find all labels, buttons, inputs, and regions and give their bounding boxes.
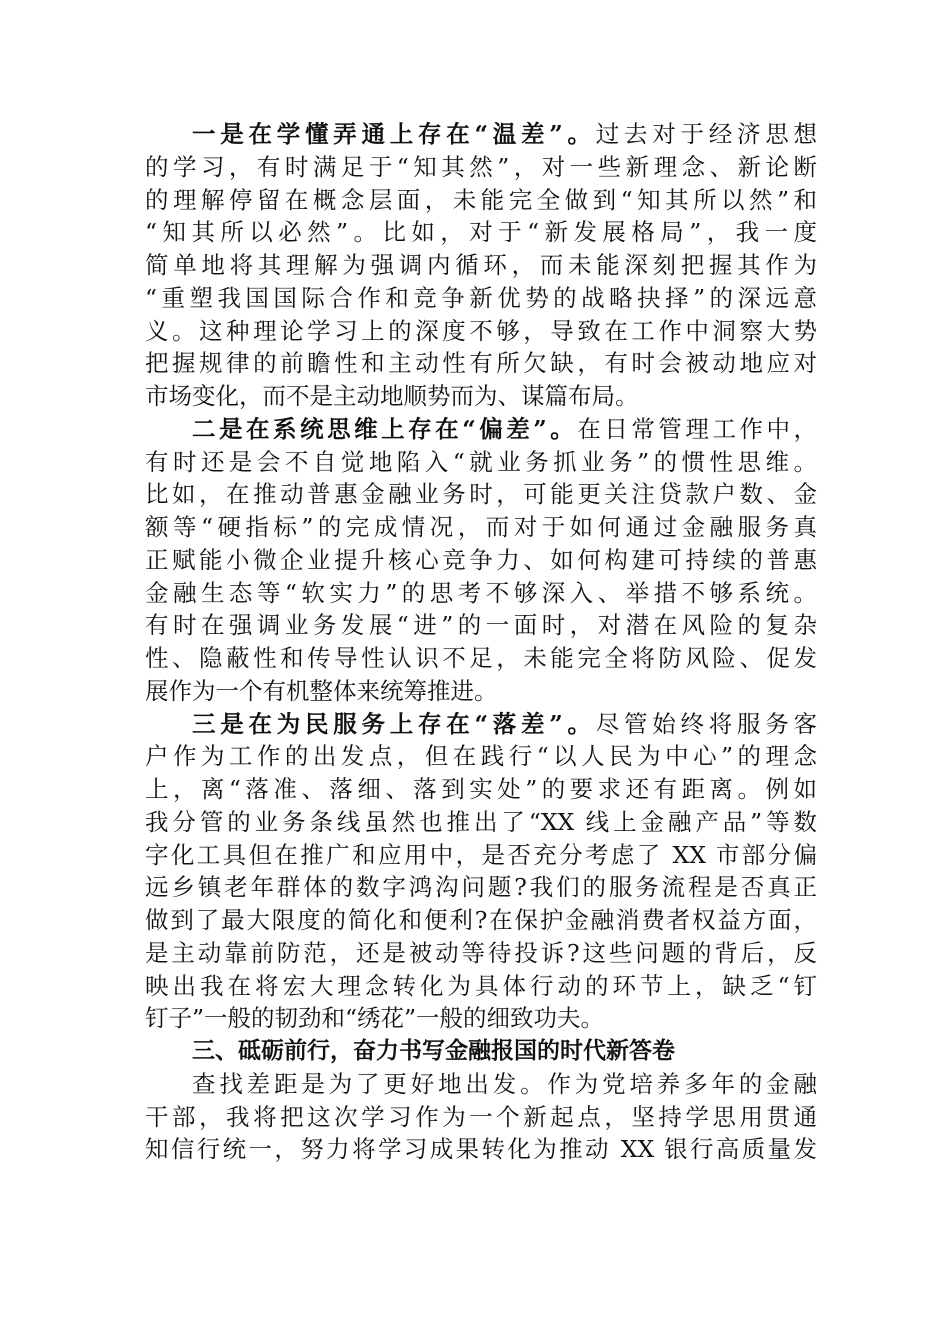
- paragraph-line: 做到了最大限度的简化和便利?在保护金融消费者权益方面，: [145, 906, 817, 934]
- paragraph-line: 比如，在推动普惠金融业务时，可能更关注贷款户数、金: [145, 480, 817, 509]
- paragraph: [145, 708, 817, 1036]
- paragraph: [145, 413, 817, 708]
- paragraph-first-line: [145, 708, 817, 741]
- paragraph-first-line: [145, 118, 817, 151]
- paragraph-lead-heading: 三是在为民服务上存在“落差”。: [192, 709, 596, 738]
- paragraph-line: 远乡镇老年群体的数字鸿沟问题?我们的服务流程是否真正: [145, 873, 817, 902]
- paragraph-line: 知信行统一，努力将学习成果转化为推动 XX 银行高质量发: [145, 1135, 817, 1164]
- paragraph-line: 金融生态等“软实力”的思考不够深入、举措不够系统。: [145, 578, 817, 607]
- paragraph-text: 在日常管理工作中，: [577, 414, 818, 443]
- paragraph-lead-heading: 二是在系统思维上存在“偏差”。: [192, 414, 578, 443]
- paragraph-line: 钉子”一般的韧劲和“绣花”一般的细致功夫。: [145, 1004, 605, 1033]
- paragraph-line: “重塑我国国际合作和竞争新优势的战略抉择”的深远意: [145, 283, 817, 312]
- paragraph-line: 干部，我将把这次学习作为一个新起点，坚持学思用贯通: [145, 1102, 817, 1131]
- paragraph-line: 的理解停留在概念层面，未能完全做到“知其所以然”和: [145, 185, 817, 214]
- paragraph-line: 查找差距是为了更好地出发。作为党培养多年的金融: [192, 1069, 817, 1098]
- paragraph-line: 义。这种理论学习上的深度不够，导致在工作中洞察大势: [145, 316, 817, 345]
- paragraph: [145, 118, 817, 413]
- paragraph-first-line: [145, 413, 817, 446]
- paragraph-line: 的学习，有时满足于“知其然”，对一些新理念、新论断: [145, 152, 817, 181]
- closing-paragraph: [145, 1068, 817, 1166]
- paragraph-line: 性、隐蔽性和传导性认识不足，未能完全将防风险、促发: [145, 644, 817, 672]
- paragraph-line: 有时还是会不自觉地陷入“就业务抓业务”的惯性思维。: [145, 447, 817, 476]
- paragraph-line: 展作为一个有机整体来统筹推进。: [145, 676, 498, 705]
- paragraph-line: 简单地将其理解为强调内循环，而未能深刻把握其作为: [145, 251, 817, 279]
- paragraph-line: 市场变化，而不是主动地顺势而为、谋篇布局。: [145, 382, 639, 410]
- paragraph-text: 过去对于经济思想: [595, 120, 818, 148]
- paragraph-text: 尽管始终将服务客: [595, 709, 818, 738]
- paragraph-line: 有时在强调业务发展“进”的一面时，对潜在风险的复杂: [145, 611, 817, 640]
- paragraph-line: 字化工具但在推广和应用中，是否充分考虑了 XX 市部分偏: [145, 840, 817, 869]
- paragraph-line: 是主动靠前防范，还是被动等待投诉?这些问题的背后，反: [145, 938, 817, 967]
- paragraph-line: 额等“硬指标”的完成情况，而对于如何通过金融服务真: [145, 513, 817, 541]
- section-heading: 三、砥砺前行，奋力书写金融报国的时代新答卷: [192, 1038, 675, 1064]
- paragraph-line: 上，离“落准、落细、落到实处”的要求还有距离。例如: [145, 775, 817, 803]
- paragraph-line: 户作为工作的出发点，但在践行“以人民为中心”的理念: [145, 742, 817, 771]
- paragraph-line: 映出我在将宏大理念转化为具体行动的环节上，缺乏“钉: [145, 971, 817, 1000]
- paragraph-line: “知其所以必然”。比如，对于“新发展格局”，我一度: [145, 218, 817, 247]
- paragraph-line: 把握规律的前瞻性和主动性有所欠缺，有时会被动地应对: [145, 349, 817, 378]
- paragraph-lead-heading: 一是在学懂弄通上存在“温差”。: [192, 120, 596, 148]
- document-body: [145, 118, 817, 1166]
- paragraph-line: 正赋能小微企业提升核心竞争力、如何构建可持续的普惠: [145, 545, 817, 574]
- paragraph-line: 我分管的业务条线虽然也推出了“XX 线上金融产品”等数: [145, 807, 817, 836]
